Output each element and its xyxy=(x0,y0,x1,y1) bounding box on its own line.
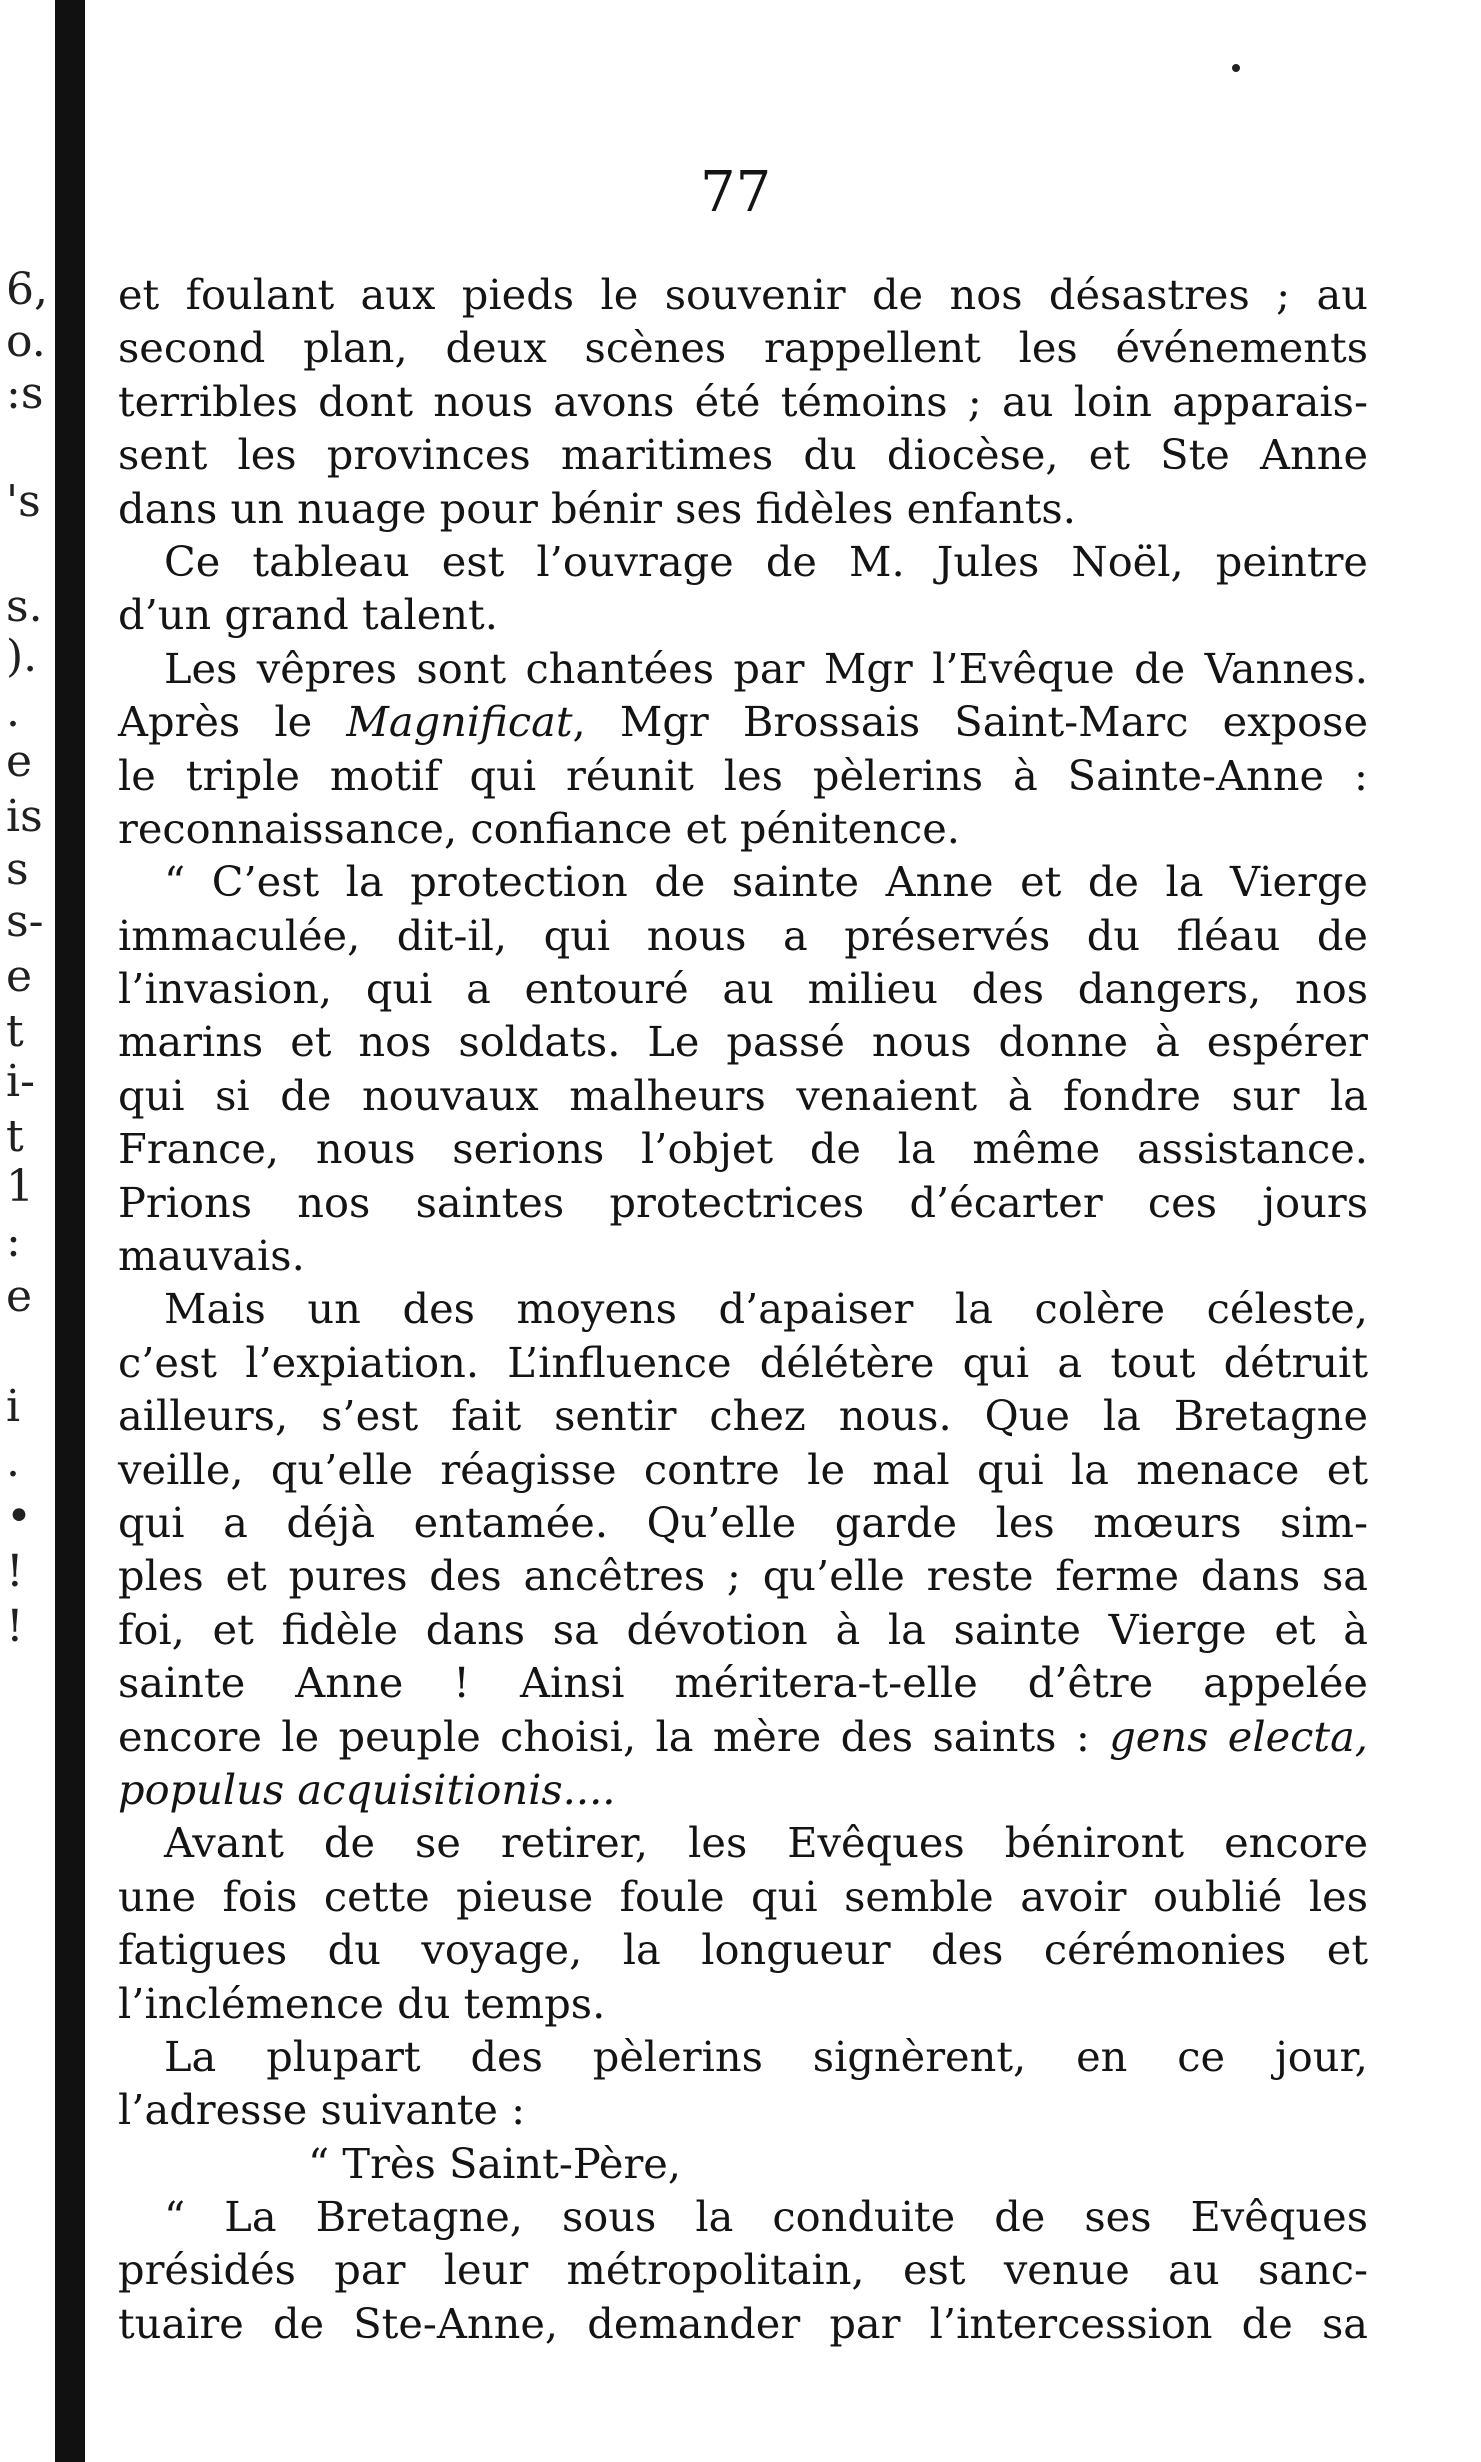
margin-fragment: i xyxy=(6,1381,21,1432)
margin-fragment: 6, xyxy=(6,264,48,315)
line-text: Mais un des moyens d’apaiser la colère céleste, xyxy=(164,1284,1368,1334)
text-line xyxy=(118,321,1368,374)
line-text: La plupart des pèlerins signèrent, en ce jour, xyxy=(164,2031,1368,2081)
line-text: immaculée, dit-il, qui nous a préservés du fléau de xyxy=(118,910,1368,960)
line-text: Ce tableau est l’ouvrage de M. Jules Noël, peintre xyxy=(164,536,1368,586)
line-text: présidés par leur métropolitain, est venue au sanc- xyxy=(118,2245,1368,2295)
text-line xyxy=(118,1603,1368,1656)
margin-fragment: s. xyxy=(6,581,43,632)
text-line xyxy=(118,1336,1368,1389)
text-line xyxy=(118,268,1368,321)
text-line xyxy=(118,962,1368,1015)
text-line xyxy=(118,909,1368,962)
line-text: veille, qu’elle réagisse contre le mal qui la menace et xyxy=(118,1444,1368,1494)
line-text: sent les provinces maritimes du diocèse, et Ste Anne xyxy=(118,430,1368,480)
line-text: sainte Anne ! Ainsi méritera-t-elle d’être appelée xyxy=(118,1658,1368,1708)
margin-fragment: . xyxy=(6,1436,20,1487)
italic-text: Magnificat xyxy=(346,697,573,747)
text-line xyxy=(118,2083,1368,2136)
margin-fragment: is xyxy=(6,791,43,842)
line-text: d’un grand talent. xyxy=(118,590,498,640)
line-text: Prions nos saintes protectrices d’écarter ces jours xyxy=(118,1177,1368,1227)
line-text: l’invasion, qui a entouré au milieu des dangers, nos xyxy=(118,964,1368,1014)
text-line xyxy=(118,2030,1368,2083)
margin-fragment: t xyxy=(6,1006,24,1057)
line-text: France, nous serions l’objet de la même assistance. xyxy=(118,1124,1368,1174)
line-text: foi, et fidèle dans sa dévotion à la sainte Vierge et à xyxy=(118,1604,1368,1654)
line-text: qui a déjà entamée. Qu’elle garde les mœurs sim- xyxy=(118,1497,1368,1547)
margin-fragment: s xyxy=(6,844,29,895)
text-line xyxy=(118,1496,1368,1549)
text-line xyxy=(118,1389,1368,1442)
margin-fragment: i- xyxy=(6,1056,35,1107)
text-line xyxy=(118,1870,1368,1923)
margin-fragment: . xyxy=(6,686,20,737)
margin-fragment: s- xyxy=(6,896,44,947)
text-line xyxy=(118,1816,1368,1869)
body-text xyxy=(118,268,1368,2350)
line-text: dans un nuage pour bénir ses fidèles enfants. xyxy=(118,483,1076,533)
margin-fragment: ! xyxy=(6,1546,24,1597)
line-text: marins et nos soldats. Le passé nous donne à espérer xyxy=(118,1017,1368,1067)
text-line xyxy=(118,1549,1368,1602)
scan-binding-shadow xyxy=(55,0,85,2462)
line-text: fatigues du voyage, la longueur des cérémonies et xyxy=(118,1925,1368,1975)
text-line xyxy=(118,642,1368,695)
margin-fragment: e xyxy=(6,1271,33,1322)
text-line xyxy=(118,1069,1368,1122)
margin-fragment: e xyxy=(6,951,33,1002)
text-line xyxy=(118,1443,1368,1496)
page-number: 77 xyxy=(700,160,772,225)
line-text: encore le peuple choisi, la mère des saints : xyxy=(118,1711,1110,1761)
line-text: c’est l’expiation. L’influence délétère qui a tout détruit xyxy=(118,1337,1368,1387)
ink-speck xyxy=(1232,64,1240,72)
line-text-after: , Mgr Brossais Saint-Marc expose xyxy=(572,697,1369,747)
margin-fragment: ). xyxy=(6,631,38,682)
text-line xyxy=(118,1763,1368,1816)
text-line xyxy=(118,1977,1368,2030)
line-text: mauvais. xyxy=(118,1231,305,1281)
text-line xyxy=(118,428,1368,481)
line-text: une fois cette pieuse foule qui semble avoir oublié les xyxy=(118,1871,1368,1921)
line-text: second plan, deux scènes rappellent les événements xyxy=(118,323,1368,373)
text-line xyxy=(118,2243,1368,2296)
text-line xyxy=(118,1015,1368,1068)
line-text: Avant de se retirer, les Evêques béniront encore xyxy=(164,1818,1368,1868)
line-text: Après le xyxy=(118,697,347,747)
line-text: reconnaissance, confiance et pénitence. xyxy=(118,803,960,853)
line-text: “ C’est la protection de sainte Anne et de la Vierge xyxy=(164,857,1368,907)
left-margin-fragments xyxy=(0,0,50,2462)
text-line xyxy=(118,535,1368,588)
line-text: terribles dont nous avons été témoins ; au loin apparais- xyxy=(118,376,1368,426)
text-line xyxy=(118,2297,1368,2350)
text-line xyxy=(118,802,1368,855)
text-line xyxy=(118,375,1368,428)
line-text: Les vêpres sont chantées par Mgr l’Evêque de Vannes. xyxy=(164,643,1368,693)
text-line xyxy=(118,695,1368,748)
text-line xyxy=(118,2190,1368,2243)
italic-text: gens electa, xyxy=(1109,1711,1369,1761)
line-text: “ La Bretagne, sous la conduite de ses Evêques xyxy=(164,2192,1368,2242)
text-line xyxy=(118,1710,1368,1763)
margin-fragment: 1 xyxy=(6,1161,34,1212)
line-text: qui si de nouvaux malheurs venaient à fondre sur la xyxy=(118,1070,1368,1120)
text-line xyxy=(118,1176,1368,1229)
line-text: ples et pures des ancêtres ; qu’elle reste ferme dans sa xyxy=(118,1551,1368,1601)
margin-fragment: • xyxy=(6,1491,32,1542)
text-line xyxy=(118,1229,1368,1282)
margin-fragment: ! xyxy=(6,1601,24,1652)
line-text: le triple motif qui réunit les pèlerins à Sainte-Anne : xyxy=(118,750,1368,800)
text-line xyxy=(118,1122,1368,1175)
italic-text: populus acquisitionis.... xyxy=(118,1764,616,1814)
text-line xyxy=(118,588,1368,641)
line-text: l’adresse suivante : xyxy=(118,2085,526,2135)
text-line xyxy=(118,1656,1368,1709)
margin-fragment: :s xyxy=(6,368,44,419)
text-line xyxy=(118,749,1368,802)
line-text: tuaire de Ste-Anne, demander par l’intercession de sa xyxy=(118,2298,1368,2348)
text-line xyxy=(118,1923,1368,1976)
line-text: l’inclémence du temps. xyxy=(118,1978,606,2028)
margin-fragment: : xyxy=(6,1216,21,1267)
line-text: ailleurs, s’est fait sentir chez nous. Que la Bretagne xyxy=(118,1391,1368,1441)
text-line xyxy=(118,482,1368,535)
line-text: et foulant aux pieds le souvenir de nos désastres ; au xyxy=(118,270,1368,319)
margin-fragment: 's xyxy=(6,476,41,527)
text-line xyxy=(118,855,1368,908)
margin-fragment: e xyxy=(6,736,33,787)
margin-fragment: t xyxy=(6,1111,24,1162)
text-line xyxy=(118,2137,1368,2190)
text-line xyxy=(118,1282,1368,1335)
line-text: “ Très Saint-Père, xyxy=(308,2138,682,2188)
margin-fragment: o. xyxy=(6,316,46,367)
